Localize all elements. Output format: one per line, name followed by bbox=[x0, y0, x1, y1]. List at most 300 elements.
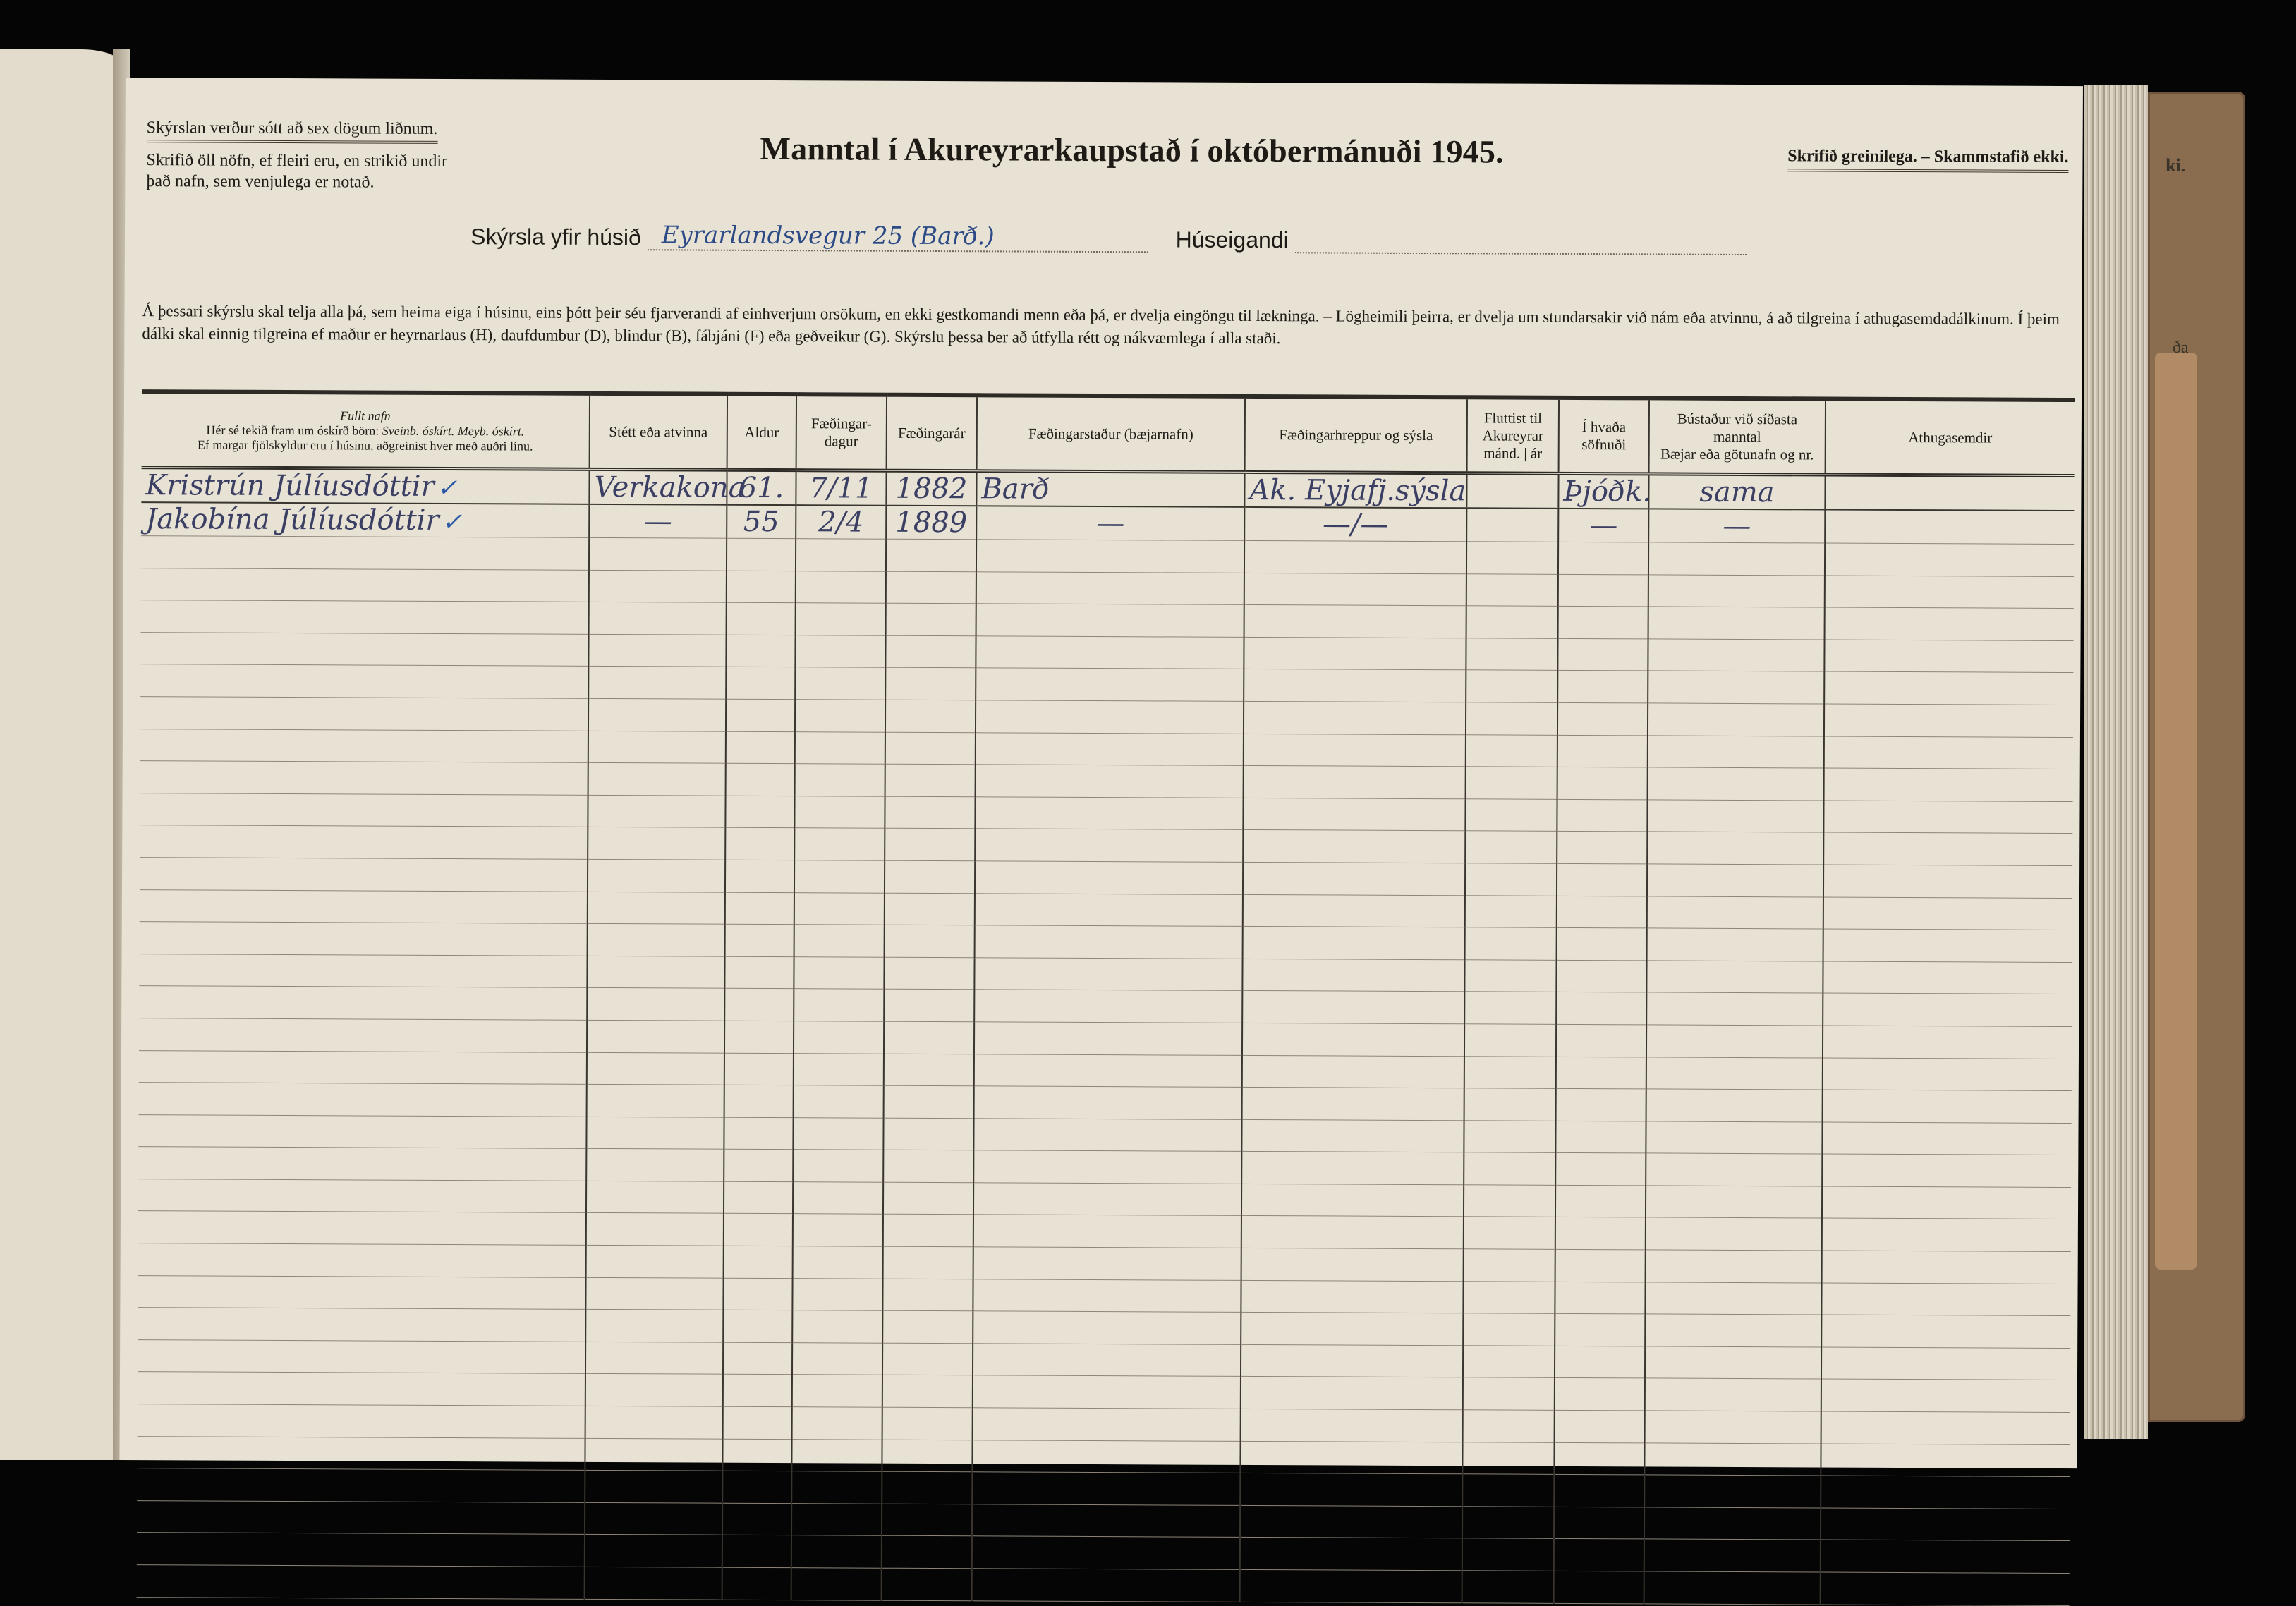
cell-name: Jakobína Júlíusdóttir ✓ bbox=[141, 502, 589, 537]
cell-blank bbox=[886, 539, 976, 571]
cell-blank bbox=[139, 986, 587, 1020]
cell-blank bbox=[1555, 1249, 1646, 1282]
cell-blank bbox=[886, 571, 976, 604]
cell-blank bbox=[975, 797, 1243, 830]
cell-blank bbox=[1821, 1476, 2070, 1509]
cell-blank bbox=[1646, 961, 1823, 994]
cell-blank bbox=[882, 1568, 972, 1600]
page-title: Manntal í Akureyrarkaupstað í októbermánuði 1945. bbox=[760, 130, 1504, 170]
cell-blank bbox=[1822, 1251, 2071, 1284]
cell-blank bbox=[1821, 1347, 2070, 1380]
cell-blank bbox=[791, 1535, 882, 1568]
cell-blank bbox=[1243, 830, 1465, 863]
cell-blank bbox=[1821, 1315, 2070, 1348]
cell-blank bbox=[1241, 1377, 1463, 1410]
cell-blank bbox=[1241, 1216, 1464, 1249]
cell-blank bbox=[885, 635, 976, 668]
col-full-name-title: Fullt nafn bbox=[340, 408, 391, 423]
cell-blank bbox=[1645, 1378, 1821, 1411]
cell-blank bbox=[724, 1021, 794, 1053]
cell-blank bbox=[587, 1052, 724, 1085]
cell-blank bbox=[1644, 1539, 1821, 1572]
cell-blank bbox=[883, 1182, 973, 1215]
cell-blank bbox=[1648, 607, 1825, 640]
cell-blank bbox=[587, 988, 724, 1021]
cell-blank bbox=[973, 1150, 1241, 1184]
cell-blank bbox=[1243, 862, 1465, 895]
cell-blank bbox=[1825, 607, 2074, 640]
cell-blank bbox=[1823, 832, 2072, 865]
cell-blank bbox=[724, 1053, 794, 1085]
cell-blank bbox=[795, 667, 885, 700]
cell-blank bbox=[1648, 703, 1824, 736]
cell-blank bbox=[1240, 1505, 1462, 1538]
cell-moved bbox=[1466, 508, 1558, 542]
cell-blank bbox=[794, 860, 885, 893]
cell-blank bbox=[1556, 1024, 1646, 1057]
cell-blank bbox=[1822, 1218, 2071, 1251]
cell-blank bbox=[882, 1471, 972, 1504]
owner-label: Húseigandi bbox=[1175, 226, 1289, 253]
cell-blank bbox=[884, 1021, 974, 1054]
cell-blank bbox=[139, 1018, 587, 1052]
cell-blank bbox=[1824, 736, 2073, 769]
cell-blank bbox=[795, 700, 885, 732]
cell-blank bbox=[726, 635, 795, 667]
cell-blank bbox=[140, 729, 588, 762]
cell-name: Kristrún Júlíusdóttir ✓ bbox=[141, 468, 589, 504]
cell-blank bbox=[589, 602, 727, 635]
cell-congregation: Þjóðk. bbox=[1558, 473, 1648, 509]
cell-blank bbox=[722, 1503, 791, 1535]
cell-blank bbox=[1463, 1281, 1555, 1313]
cell-blank bbox=[141, 568, 589, 602]
cell-blank bbox=[1825, 576, 2074, 609]
cell-blank bbox=[140, 793, 588, 827]
cell-blank bbox=[976, 765, 1244, 798]
cell-blank bbox=[883, 1150, 973, 1182]
cell-blank bbox=[588, 923, 725, 956]
cell-blank bbox=[1556, 992, 1646, 1025]
cell-blank bbox=[725, 796, 794, 828]
cell-blank bbox=[1823, 865, 2072, 898]
cell-blank bbox=[1464, 1249, 1555, 1282]
cell-birth-day: 7/11 bbox=[796, 470, 886, 506]
cell-blank bbox=[138, 1339, 585, 1373]
cell-blank bbox=[885, 732, 976, 765]
cell-blank bbox=[1646, 1186, 1822, 1219]
cell-blank bbox=[885, 700, 976, 732]
cell-blank bbox=[724, 1149, 793, 1181]
cell-blank bbox=[1644, 1443, 1821, 1476]
cell-blank bbox=[1646, 1121, 1822, 1155]
cell-blank bbox=[586, 1149, 724, 1181]
cell-blank bbox=[137, 1565, 585, 1599]
cell-blank bbox=[1821, 1540, 2070, 1573]
cell-blank bbox=[587, 1084, 724, 1117]
cell-blank bbox=[1241, 1313, 1463, 1346]
cell-blank bbox=[724, 1214, 793, 1246]
cell-blank bbox=[1556, 1088, 1646, 1121]
cell-blank bbox=[1644, 1507, 1821, 1540]
cell-blank bbox=[586, 1117, 724, 1149]
cell-blank bbox=[1241, 1409, 1463, 1442]
check-mark: ✓ bbox=[442, 507, 463, 537]
cell-blank bbox=[974, 990, 1242, 1023]
cell-blank bbox=[1556, 960, 1646, 992]
cell-blank bbox=[1557, 702, 1648, 735]
cell-age: 61. bbox=[727, 470, 796, 505]
cell-blank bbox=[885, 860, 975, 893]
cell-blank bbox=[1555, 1121, 1646, 1153]
census-form-page bbox=[119, 78, 2083, 1468]
cell-blank bbox=[975, 925, 1243, 959]
cell-blank bbox=[722, 1439, 791, 1471]
cell-blank bbox=[137, 1468, 585, 1502]
cell-blank bbox=[884, 1054, 974, 1086]
col-prev-residence-sub: Bæjar eða götunafn og nr. bbox=[1660, 444, 1814, 463]
cover-inner bbox=[2155, 353, 2197, 1270]
cell-blank bbox=[725, 892, 794, 925]
col-full-name-note1-italic: Sveinb. óskírt. Meyb. óskírt. bbox=[382, 423, 525, 438]
col-birth-day: Fæðingar-dagur bbox=[796, 394, 887, 470]
cell-blank bbox=[1462, 1474, 1554, 1507]
cell-blank bbox=[973, 1408, 1241, 1441]
cell-blank bbox=[588, 667, 726, 699]
cell-blank bbox=[1645, 1314, 1821, 1347]
cell-blank bbox=[1466, 542, 1558, 574]
cell-blank bbox=[586, 1181, 724, 1213]
cell-blank bbox=[140, 697, 588, 731]
cell-blank bbox=[1462, 1507, 1554, 1539]
cell-blank bbox=[724, 989, 794, 1021]
cell-prev-residence: — bbox=[1648, 509, 1825, 543]
cell-birth-year: 1882 bbox=[886, 470, 976, 506]
cell-blank bbox=[1558, 574, 1648, 607]
cell-blank bbox=[975, 861, 1243, 894]
cell-blank bbox=[1823, 801, 2072, 834]
cell-blank bbox=[1646, 1089, 1823, 1122]
cell-blank bbox=[1241, 1152, 1464, 1185]
cell-blank bbox=[1241, 1184, 1464, 1217]
cell-blank bbox=[974, 957, 1242, 990]
cell-blank bbox=[725, 860, 794, 892]
cell-blank bbox=[1244, 766, 1466, 799]
cell-blank bbox=[1821, 1411, 2070, 1444]
cell-blank bbox=[792, 1310, 882, 1343]
cell-blank bbox=[140, 632, 588, 666]
cell-blank bbox=[726, 699, 795, 731]
col-moved-to-title: Fluttist til Akureyrar bbox=[1482, 408, 1543, 444]
cell-blank bbox=[1244, 605, 1466, 638]
cell-blank bbox=[794, 1021, 884, 1054]
col-age: Aldur bbox=[727, 394, 796, 470]
cell-blank bbox=[884, 1085, 974, 1118]
cell-blank bbox=[138, 1179, 586, 1212]
cell-blank bbox=[724, 956, 794, 989]
cell-blank bbox=[973, 1183, 1241, 1216]
cell-blank bbox=[588, 731, 726, 763]
cell-blank bbox=[793, 1214, 883, 1246]
cell-blank bbox=[793, 1246, 883, 1279]
write-clearly-notice: Skrifið greinilega. – Skammstafið ekki. bbox=[1787, 147, 2068, 173]
cell-blank bbox=[975, 829, 1243, 862]
cell-blank bbox=[140, 889, 588, 923]
cell-blank bbox=[1465, 895, 1557, 927]
cell-blank bbox=[1554, 1442, 1644, 1475]
cell-blank bbox=[1645, 1411, 1821, 1444]
cell-blank bbox=[1555, 1153, 1646, 1186]
cell-blank bbox=[585, 1406, 723, 1438]
check-mark: ✓ bbox=[437, 473, 458, 503]
cell-blank bbox=[1243, 798, 1465, 831]
cell-blank bbox=[585, 1438, 722, 1471]
cell-blank bbox=[882, 1536, 972, 1569]
cell-blank bbox=[138, 1114, 586, 1148]
cell-blank bbox=[1244, 573, 1466, 606]
cell-remarks bbox=[1825, 475, 2074, 511]
cell-blank bbox=[585, 1471, 722, 1503]
cell-blank bbox=[586, 1213, 724, 1246]
cell-blank bbox=[972, 1472, 1240, 1505]
names-note: Skrifið öll nöfn, ef fleiri eru, en strikið undir það nafn, sem venjulega er notað. bbox=[146, 151, 448, 192]
cell-blank bbox=[1557, 671, 1648, 703]
cell-blank bbox=[795, 731, 885, 764]
cell-blank bbox=[1555, 1185, 1646, 1217]
cell-blank bbox=[1557, 638, 1648, 671]
cell-blank bbox=[791, 1503, 882, 1535]
collection-notice: Skýrslan verður sótt að sex dögum liðnum. bbox=[147, 117, 438, 144]
cell-blank bbox=[1244, 637, 1466, 670]
cell-blank bbox=[726, 667, 795, 700]
cell-blank bbox=[138, 1404, 585, 1438]
cell-blank bbox=[1823, 993, 2072, 1026]
col-full-name bbox=[142, 391, 590, 469]
cell-blank bbox=[140, 858, 588, 892]
cell-blank bbox=[137, 1436, 585, 1470]
cell-blank bbox=[882, 1504, 972, 1536]
cell-blank bbox=[722, 1567, 791, 1600]
cell-blank bbox=[791, 1568, 882, 1600]
cell-blank bbox=[1647, 864, 1823, 897]
cell-blank bbox=[727, 602, 796, 635]
cell-blank bbox=[1823, 1090, 2072, 1123]
cell-blank bbox=[795, 635, 885, 667]
cell-blank bbox=[1464, 1185, 1555, 1217]
cell-birth-day: 2/4 bbox=[796, 505, 886, 539]
cell-blank bbox=[1557, 767, 1648, 800]
cell-blank bbox=[1241, 1344, 1463, 1377]
cell-blank bbox=[976, 732, 1244, 765]
cell-blank bbox=[885, 796, 975, 829]
cell-blank bbox=[724, 1181, 793, 1214]
cell-blank bbox=[796, 603, 886, 635]
cell-blank bbox=[1645, 1346, 1821, 1380]
cell-blank bbox=[1823, 961, 2072, 994]
cell-blank bbox=[139, 1050, 587, 1084]
house-address: Eyrarlandsvegur 25 (Barð.) bbox=[648, 221, 1148, 253]
cell-occupation: — bbox=[589, 504, 727, 538]
cell-blank bbox=[140, 922, 588, 956]
cell-blank bbox=[885, 925, 975, 957]
page-edge-stack bbox=[2084, 85, 2148, 1439]
cell-blank bbox=[1244, 540, 1466, 573]
cell-blank bbox=[1464, 1120, 1555, 1152]
col-birth-year: Fæðingarár bbox=[887, 395, 977, 471]
cell-blank bbox=[585, 1310, 723, 1342]
cell-blank bbox=[1822, 1154, 2071, 1187]
cell-blank bbox=[1466, 606, 1558, 638]
cell-blank bbox=[1465, 863, 1557, 896]
cell-blank bbox=[1822, 1186, 2071, 1219]
cell-blank bbox=[792, 1342, 882, 1375]
cell-blank bbox=[885, 764, 976, 796]
cell-blank bbox=[585, 1502, 722, 1535]
cell-blank bbox=[796, 539, 886, 571]
cell-blank bbox=[882, 1440, 972, 1472]
cell-blank bbox=[725, 828, 794, 860]
cell-blank bbox=[882, 1279, 973, 1311]
cell-blank bbox=[1823, 1026, 2072, 1059]
col-remarks: Athugasemdir bbox=[1826, 399, 2075, 476]
cell-blank bbox=[1555, 1217, 1646, 1250]
census-table-wrap bbox=[137, 389, 2075, 1606]
col-birthplace: Fæðingarstaður (bæjarnafn) bbox=[977, 395, 1245, 472]
cell-blank bbox=[973, 1311, 1241, 1344]
cell-birth-year: 1889 bbox=[886, 506, 976, 540]
cell-blank bbox=[722, 1471, 791, 1503]
cell-blank bbox=[138, 1372, 585, 1406]
cell-remarks bbox=[1825, 510, 2074, 545]
cell-blank bbox=[792, 1375, 882, 1407]
cell-blank bbox=[1240, 1441, 1462, 1474]
cell-blank bbox=[1823, 929, 2072, 962]
cell-blank bbox=[1555, 1282, 1645, 1314]
col-moved-to bbox=[1467, 397, 1559, 473]
cell-blank bbox=[1648, 735, 1824, 768]
cell-blank bbox=[976, 571, 1244, 604]
cell-blank bbox=[585, 1374, 723, 1406]
census-table bbox=[137, 389, 2075, 1606]
cell-blank bbox=[974, 1054, 1242, 1087]
owner-field bbox=[1295, 231, 1747, 255]
next-page-fragment-top: ki. bbox=[2166, 155, 2186, 176]
col-congregation: Í hvaða söfnuði bbox=[1559, 398, 1649, 474]
cell-blank bbox=[882, 1407, 973, 1440]
cell-blank bbox=[1240, 1569, 1462, 1602]
cell-blank bbox=[972, 1536, 1240, 1569]
cell-blank bbox=[1647, 800, 1823, 833]
col-birth-parish: Fæðingarhreppur og sýsla bbox=[1245, 396, 1467, 473]
cell-blank bbox=[974, 1022, 1242, 1055]
cell-blank bbox=[1242, 1055, 1464, 1088]
cell-blank bbox=[976, 700, 1244, 734]
cell-blank bbox=[1646, 1025, 1823, 1058]
cell-blank bbox=[585, 1567, 722, 1599]
cell-blank bbox=[1558, 607, 1648, 639]
cell-blank bbox=[1466, 573, 1558, 606]
cell-blank bbox=[1241, 1280, 1463, 1313]
cell-blank bbox=[1824, 640, 2073, 673]
cell-blank bbox=[794, 828, 885, 860]
cell-blank bbox=[1554, 1539, 1644, 1571]
cell-blank bbox=[972, 1440, 1240, 1473]
cell-blank bbox=[1558, 542, 1648, 574]
cell-blank bbox=[1463, 1377, 1555, 1410]
cell-blank bbox=[1648, 671, 1824, 704]
cell-blank bbox=[1463, 1313, 1555, 1346]
cell-blank bbox=[1466, 670, 1557, 702]
cell-blank bbox=[1244, 701, 1466, 734]
cell-age: 55 bbox=[727, 505, 796, 539]
cell-blank bbox=[1557, 735, 1648, 767]
cell-blank bbox=[1465, 799, 1557, 832]
cell-blank bbox=[138, 1243, 586, 1277]
cell-blank bbox=[1241, 1119, 1464, 1152]
cell-blank bbox=[794, 796, 885, 828]
cell-blank bbox=[885, 829, 975, 861]
cell-blank bbox=[794, 1085, 884, 1118]
cell-blank bbox=[1464, 1056, 1556, 1088]
cell-blank bbox=[726, 763, 795, 796]
cell-blank bbox=[727, 571, 796, 603]
cell-birthplace: Barð bbox=[976, 471, 1244, 507]
cell-blank bbox=[723, 1406, 792, 1439]
cell-blank bbox=[794, 989, 884, 1021]
cell-blank bbox=[791, 1439, 882, 1471]
cell-blank bbox=[972, 1569, 1240, 1602]
cell-blank bbox=[588, 763, 726, 796]
cell-blank bbox=[1244, 669, 1466, 702]
cell-blank bbox=[1557, 927, 1647, 960]
cell-blank bbox=[141, 600, 589, 634]
cell-blank bbox=[793, 1117, 883, 1150]
cell-blank bbox=[972, 1504, 1240, 1538]
cell-blank bbox=[882, 1375, 973, 1408]
cell-blank bbox=[1554, 1507, 1644, 1539]
cell-birth-parish: Ak. Eyjafj.sýsla bbox=[1244, 472, 1466, 508]
cell-blank bbox=[976, 636, 1244, 669]
cell-blank bbox=[975, 893, 1243, 926]
cell-blank bbox=[724, 1117, 793, 1150]
cell-blank bbox=[885, 893, 975, 925]
cell-blank bbox=[723, 1278, 792, 1310]
cell-blank bbox=[723, 1342, 792, 1375]
cell-blank bbox=[974, 1086, 1242, 1119]
cell-blank bbox=[1824, 768, 2073, 801]
cell-blank bbox=[139, 1083, 587, 1117]
cell-blank bbox=[1464, 1088, 1556, 1121]
cell-blank bbox=[1648, 767, 1824, 801]
cell-blank bbox=[883, 1246, 973, 1279]
cell-blank bbox=[1557, 896, 1647, 928]
cell-congregation: — bbox=[1558, 509, 1648, 542]
cell-blank bbox=[724, 1246, 793, 1278]
cell-blank bbox=[138, 1308, 585, 1342]
cell-blank bbox=[722, 1535, 791, 1568]
cell-blank bbox=[886, 603, 976, 635]
cell-blank bbox=[588, 634, 726, 667]
cell-blank bbox=[1464, 1024, 1556, 1057]
cell-blank bbox=[723, 1310, 792, 1342]
cell-blank bbox=[1466, 638, 1557, 671]
cell-blank bbox=[1644, 1571, 1821, 1605]
col-occupation: Stétt eða atvinna bbox=[590, 394, 727, 470]
cell-blank bbox=[1463, 1346, 1555, 1378]
house-label: Skýrsla yfir húsið bbox=[470, 224, 641, 250]
cell-blank bbox=[1646, 1250, 1822, 1283]
cell-blank bbox=[1556, 1057, 1646, 1089]
